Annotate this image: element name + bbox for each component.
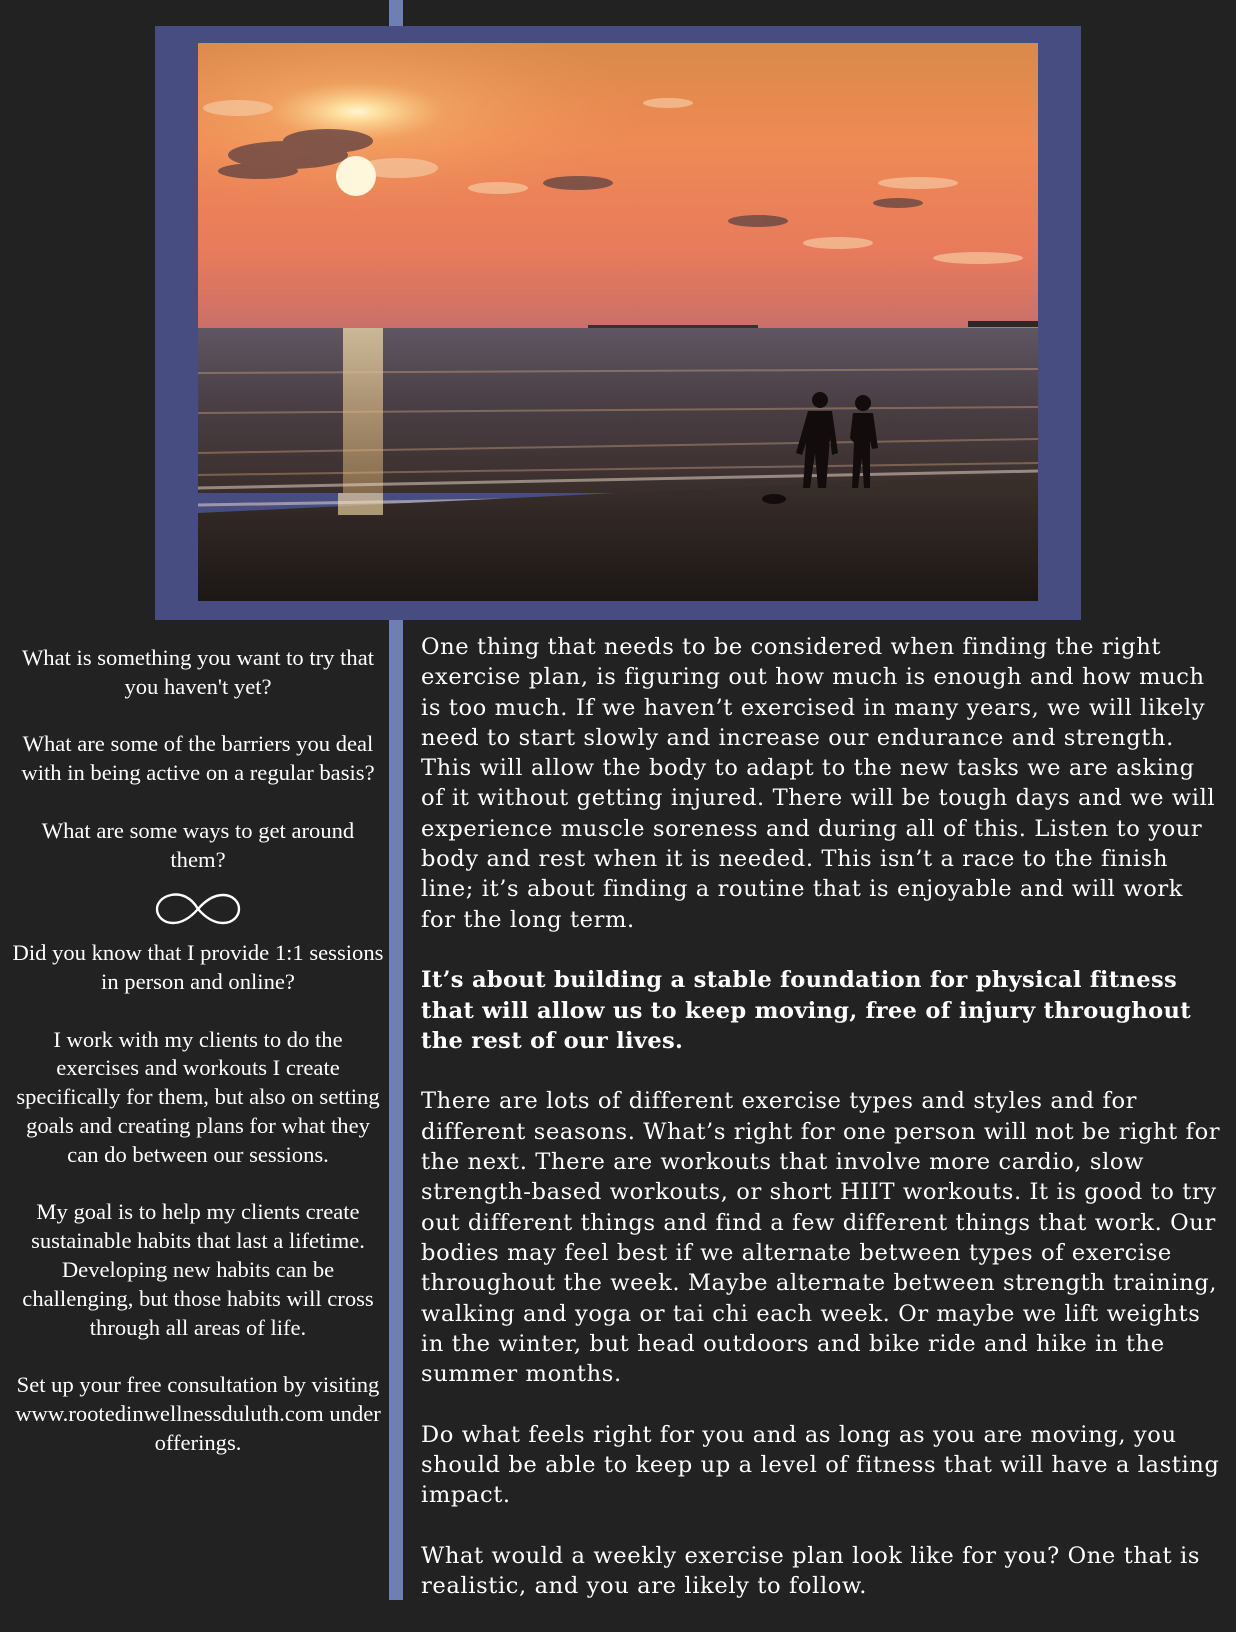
infinity-icon bbox=[153, 887, 243, 931]
question-ways-around: What are some ways to get around them? bbox=[41, 817, 355, 872]
article-paragraph-5: What would a weekly exercise plan look like for you? One that is realistic, and you are likely to follow. bbox=[421, 1542, 1201, 1600]
consultation-info: Set up your free consultation by visiting www.rootedinwellnessduluth.com under offerings. bbox=[15, 1372, 381, 1455]
question-barriers: What are some of the barriers you deal with in being active on a regular basis? bbox=[21, 731, 375, 786]
article-paragraph-1: One thing that needs to be considered when finding the right exercise plan, is figuring out how much is enough and how much is too much. If we haven’t exercised in many years, we will likely need to start slowly and increase our endurance and strength. This will allow the body to adapt to the new tasks we are asking of it without getting injured. There will be tough days and we will experience muscle soreness and during all of this. Listen to your body and rest when it is needed. This isn’t a race to the finish line; it’s about finding a routine that is enjoyable and will work for the long term. bbox=[421, 634, 1216, 933]
sessions-info: Did you know that I provide 1:1 sessions in person and online? bbox=[12, 940, 384, 994]
article-paragraph-3: There are lots of different exercise types and styles and for different seasons. What’s right for one person will not be right for the next. There are workouts that involve more cardio, slow strength-based workouts, or short HIIT workouts. It is good to try out different things and find a few different things that work. Our bodies may feel best if we alternate between types of exercise throughout the week. Maybe alternate between strength training, walking and yoga or tai chi each week. Or maybe we lift weights in the winter, but head outdoors and bike ride and hike in the summer months. bbox=[421, 1088, 1221, 1388]
sunset-beach-photo bbox=[198, 43, 1038, 601]
left-column bbox=[12, 644, 384, 1486]
question-try-something: What is something you want to try that you haven't yet? bbox=[21, 645, 375, 699]
photo-frame bbox=[155, 26, 1081, 620]
goal-info: My goal is to help my clients create sustainable habits that last a lifetime. Developing new habits can be challenging, but those habits will cross through all areas of life. bbox=[22, 1199, 374, 1340]
clients-work-info: I work with my clients to do the exercises and workouts I create specifically for them, but also on setting goals and creating plans for what they can do between our sessions. bbox=[16, 1026, 380, 1167]
article-highlight: It’s about building a stable foundation for physical fitness that will allow us to keep moving, free of injury throughout the rest of our lives. bbox=[421, 967, 1191, 1054]
main-article bbox=[421, 632, 1221, 1632]
article-paragraph-4: Do what feels right for you and as long as you are moving, you should be able to keep up a level of fitness that will have a lasting impact. bbox=[421, 1421, 1220, 1509]
